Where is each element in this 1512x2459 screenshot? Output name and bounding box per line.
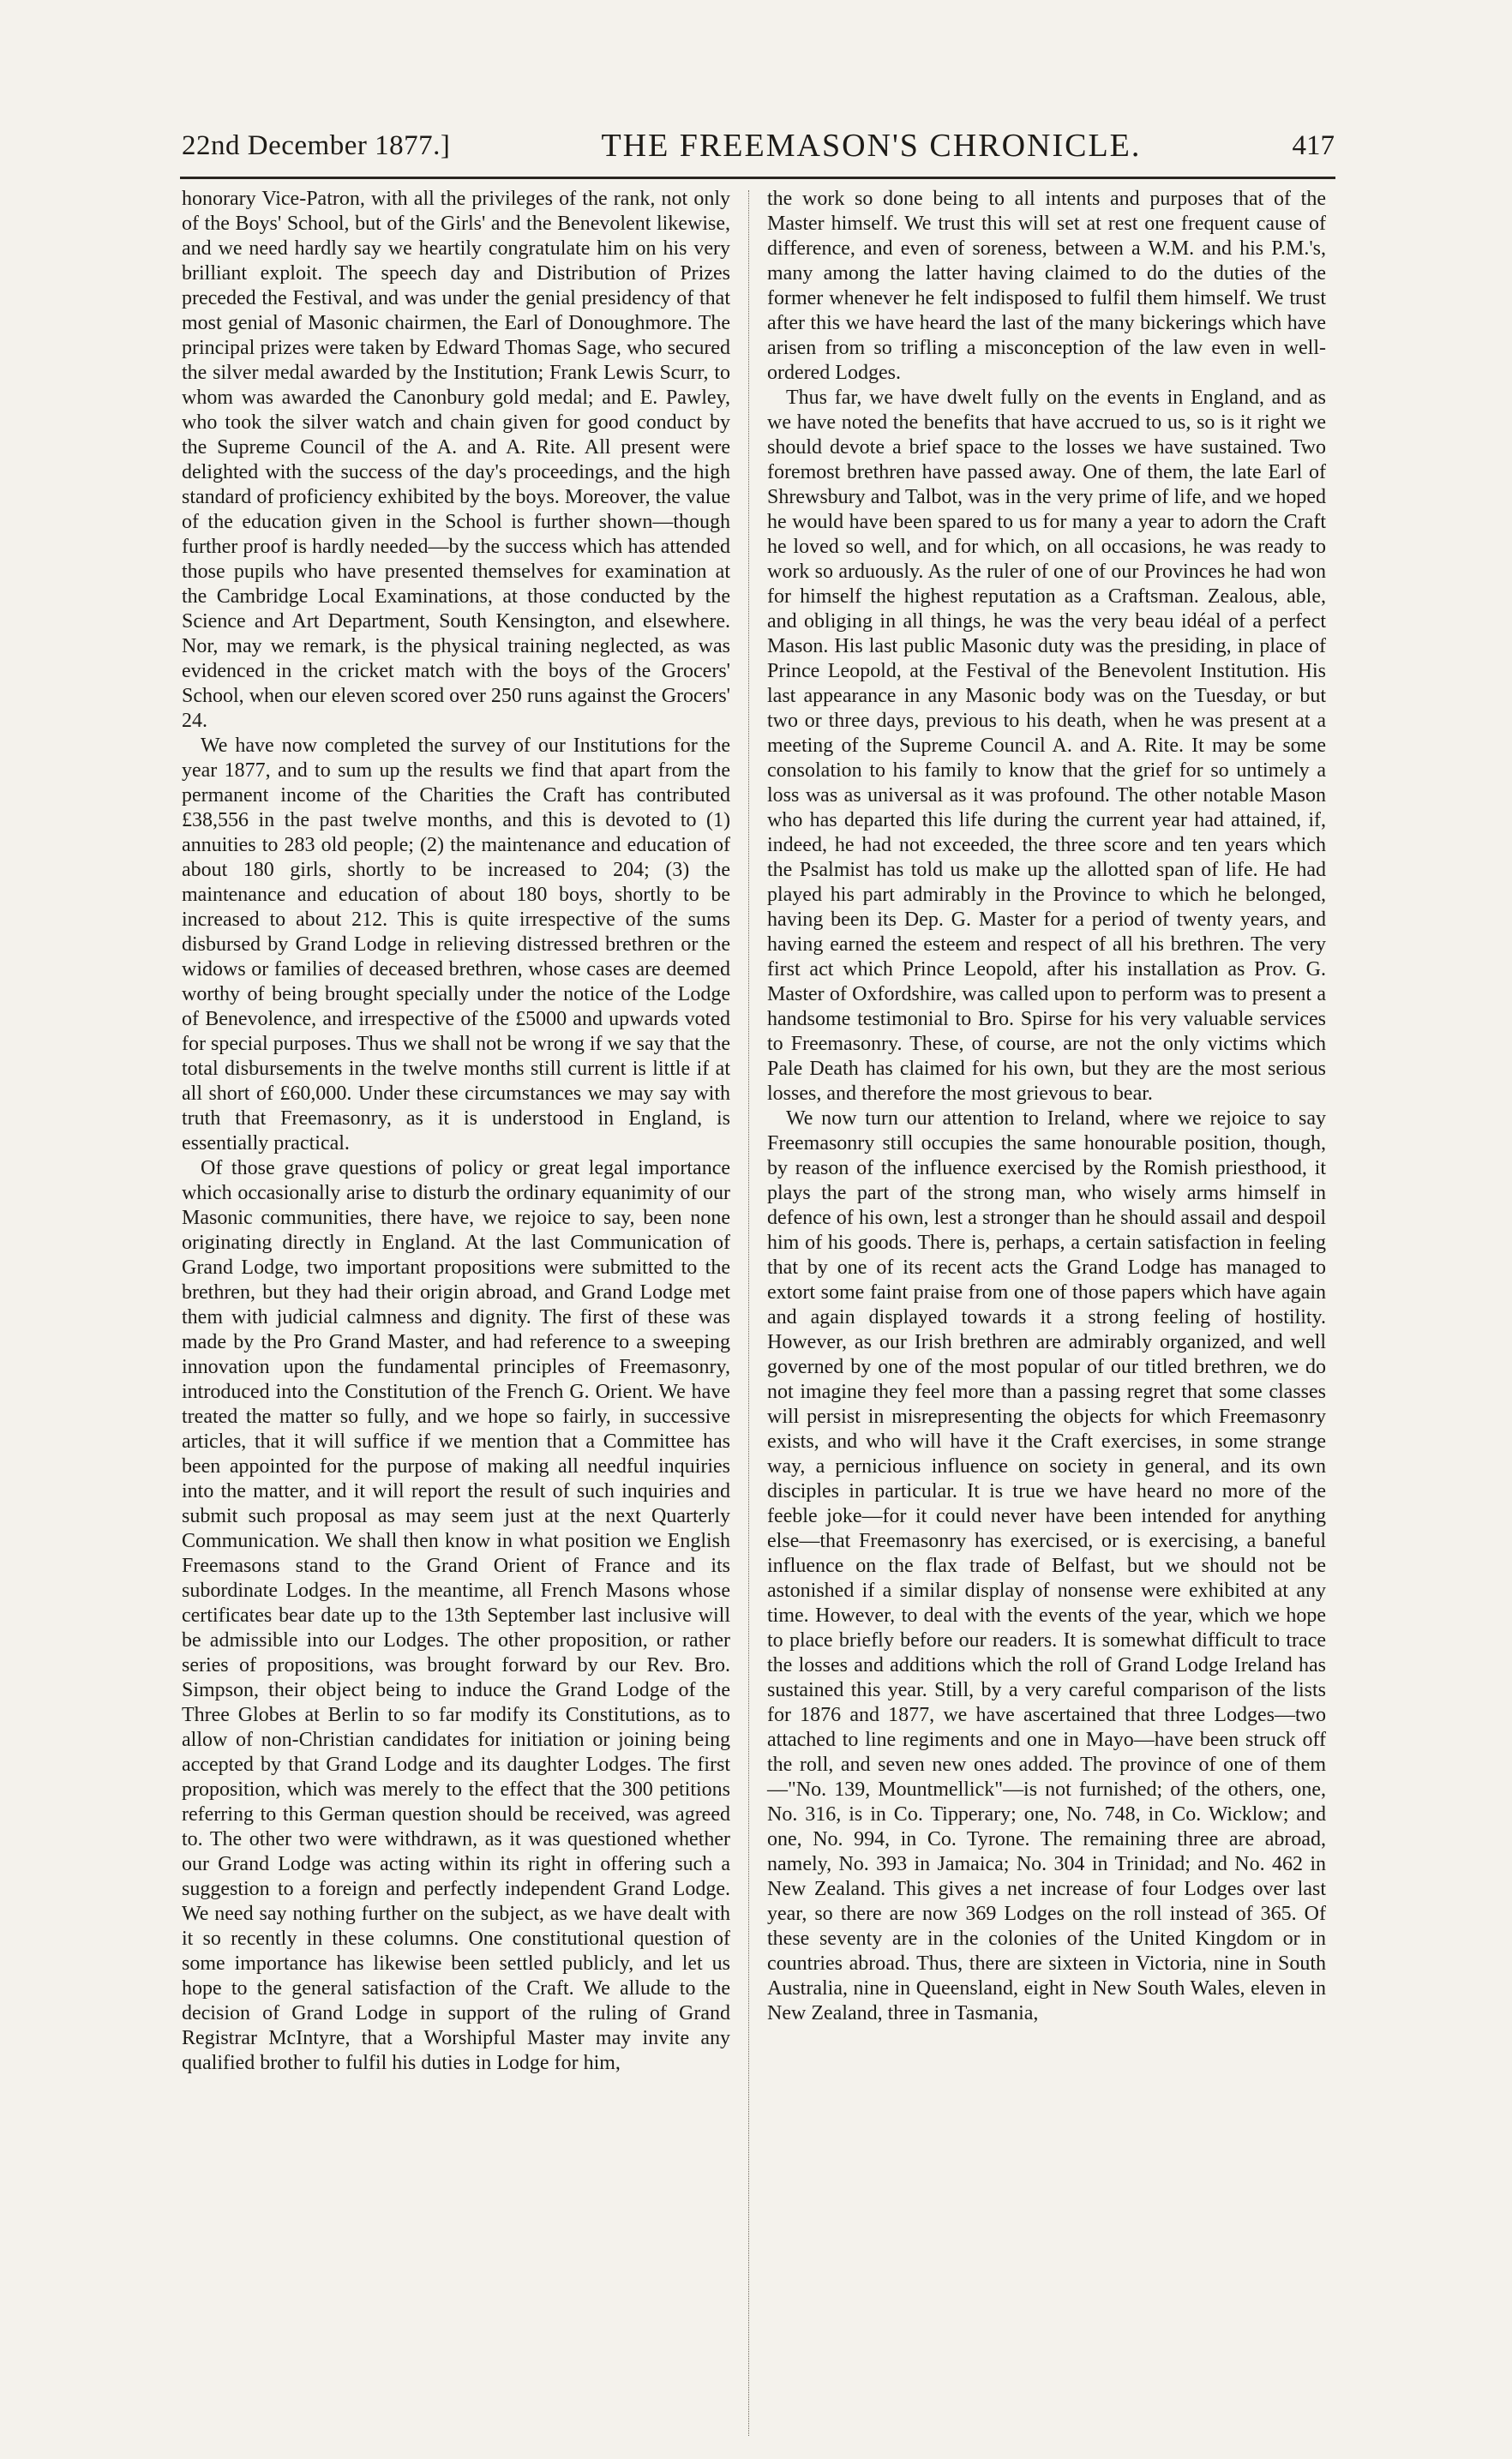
paragraph: Of those grave questions of policy or great legal importance which occasionally arise to disturb the ordinary equanimity of our Masonic communities, there have, we rejoice to say, been none originating directly in England. At the last Communication of Grand Lodge, two important propositions were submitted to the brethren, but they had their origin abroad, and Grand Lodge met them with judicial calmness and dignity. The first of these was made by the Pro Grand Master, and had reference to a sweeping innovation upon the fundamental principles of Freemasonry, introduced into the Constitution of the French G. Orient. We have treated the matter so fully, and we hope so fairly, in successive articles, that it will suffice if we mention that a Committee has been appointed for the purpose of making all needful inquiries into the matter, and it will report the result of such inquiries and submit such proposal as may seem just at the next Quarterly Communication. We shall then know in what position we English Freemasons stand to the Grand Orient of France and its subordinate Lodges. In the meantime, all French Masons whose certificates bear date up to the 13th September last inclusive will be admissible into our Lodges. The other proposition, or rather series of propositions, was brought forward by our Rev. Bro. Simpson, their object being to induce the Grand Lodge of the Three Globes at Berlin to so far modify its Constitutions, as to allow of non-Christian candidates for initiation or joining being accepted by that Grand Lodge and its daughter Lodges. The first proposition, which was merely to the effect that the 300 petitions referring to this German question should be received, was agreed to. The other two were withdrawn, as it was questioned whether our Grand Lodge was acting within its right in offering such a suggestion to a foreign and perfectly independent Grand Lodge. We need say nothing further on the subject, as we have dealt with it so recently in these columns. One constitutional question of some importance has likewise been settled publicly, and let us hope to the general satisfaction of the Craft. We allude to the decision of Grand Lodge in support of the ruling of Grand Registrar McIntyre, that a Worshipful Master may invite any qualified brother to fulfil his duties in Lodge for him, [182,1157,730,2074]
page-header [182,120,1335,171]
paragraph: We have now completed the survey of our Institutions for the year 1877, and to sum up the results we find that apart from the permanent income of the Charities the Craft has contributed £38,556 in the past twelve months, and this is devoted to (1) annuities to 283 old people; (2) the maintenance and education of about 180 girls, shortly to be increased to 204; (3) the maintenance and education of about 180 boys, shortly to be increased to about 212. This is quite irrespective of the sums disbursed by Grand Lodge in relieving distressed brethren or the widows or families of deceased brethren, whose cases are deemed worthy of being brought specially under the notice of the Lodge of Benevolence, and irrespective of the £5000 and upwards voted for special purposes. Thus we shall not be wrong if we say that the total disbursements in the twelve months still current is little if at all short of £60,000. Under these circumstances we may say with truth that Freemasonry, as it is understood in England, is essentially practical. [182,735,730,1155]
paragraph: Thus far, we have dwelt fully on the events in England, and as we have noted the benefits that have accrued to us, so is it right we should devote a brief space to the losses we have sustained. Two foremost brethren have passed away. One of them, the late Earl of Shrewsbury and Talbot, was in the very prime of life, and we hoped he would have been spared to us for many a year to adorn the Craft he loved so well, and for which, on all occasions, he was ready to work so arduously. As the ruler of one of our Provinces he had won for himself the highest reputation as a Craftsman. Zealous, able, and obliging in all things, he was the very beau idéal of a perfect Mason. His last public Masonic duty was the presiding, in place of Prince Leopold, at the Festival of the Benevolent Institution. His last appearance in any Masonic body was on the Tuesday, or but two or three days, previous to his death, when he was present at a meeting of the Supreme Council A. and A. Rite. It may be some consolation to his family to know that the grief for so untimely a loss was as universal as it was profound. The other notable Mason who has departed this life during the current year had attained, if, indeed, he had not exceeded, the three score and ten years which the Psalmist has told us make up the allotted span of life. He had played his part admirably in the Province to which he belonged, having been its Dep. G. Master for a period of twenty years, and having earned the esteem and respect of all his brethren. The very first act which Prince Leopold, after his installation as Prov. G. Master of Oxfordshire, was called upon to perform was to present a handsome testimonial to Bro. Spirse for his very valuable services to Freemasonry. These, of course, are not the only victims which Pale Death has claimed for his own, but they are the most serious losses, and therefore the most grievous to bear. [767,387,1326,1105]
publication-title: THE FREEMASON'S CHRONICLE. [601,128,1142,164]
paragraph: We now turn our attention to Ireland, where we rejoice to say Freemasonry still occupies the same honourable position, though, by reason of the influence exercised by the Romish priesthood, it plays the part of the strong man, who wisely arms himself in defence of his own, lest a stronger than he should assail and despoil him of his goods. There is, perhaps, a certain satisfaction in feeling that by one of its recent acts the Grand Lodge has managed to extort some faint praise from one of those papers which have again and again displayed towards it a strong feeling of hostility. However, as our Irish brethren are admirably organized, and well governed by one of the most popular of our titled brethren, we do not imagine they feel more than a passing regret that some classes will persist in misrepresenting the objects for which Freemasonry exists, and who will have it the Craft exercises, in some strange way, a pernicious influence on society in general, and its own disciples in particular. It is true we have heard no more of the feeble joke—for it could never have been intended for anything else—that Freemasonry has exercised, or is exercising, a baneful influence on the flax trade of Belfast, but we should not be astonished if a similar display of nonsense were exhibited at any time. However, to deal with the events of the year, which we hope to place briefly before our readers. It is somewhat difficult to trace the losses and additions which the roll of Grand Lodge Ireland has sustained this year. Still, by a very careful comparison of the lists for 1876 and 1877, we have ascertained that three Lodges—two attached to line regiments and one in Mayo—have been struck off the roll, and seven new ones added. The province of one of them—"No. 139, Mountmellick"—is not furnished; of the others, one, No. 316, is in Co. Tipperary; one, No. 748, in Co. Wicklow; and one, No. 994, in Co. Tyrone. The remaining three are abroad, namely, No. 393 in Jamaica; No. 304 in Trinidad; and No. 462 in New Zealand. This gives a net increase of four Lodges over last year, so there are now 369 Lodges on the roll instead of 365. Of these seventy are in the colonies of the United Kingdom or in countries abroad. Thus, there are sixteen in Victoria, nine in South Australia, nine in Queensland, eight in New South Wales, eleven in New Zealand, three in Tasmania, [767,1107,1326,2024]
page-number: 417 [1292,129,1335,161]
paragraph: the work so done being to all intents and purposes that of the Master himself. We trust this will set at rest one frequent cause of difference, and even of soreness, between a W.M. and his P.M.'s, many among the latter having claimed to do the duties of the former whenever he felt indisposed to fulfil them himself. We trust after this we have heard the last of the many bickerings which have arisen from so trifling a misconception of the law even in well-ordered Lodges. [767,188,1326,384]
left-column [182,187,730,2076]
right-column [767,187,1326,2026]
column-divider [748,190,749,2436]
header-rule [180,177,1335,179]
issue-date: 22nd December 1877.] [182,129,451,161]
paragraph: honorary Vice-Patron, with all the privileges of the rank, not only of the Boys' School, but of the Girls' and the Benevolent likewise, and we need hardly say we heartily congratulate him on his very brilliant exploit. The speech day and Distribution of Prizes preceded the Festival, and was under the genial presidency of that most genial of Masonic chairmen, the Earl of Donoughmore. The principal prizes were taken by Edward Thomas Sage, who secured the silver medal awarded by the Institution; Frank Lewis Scurr, to whom was awarded the Canonbury gold medal; and E. Pawley, who took the silver watch and chain given for good conduct by the Supreme Council of the A. and A. Rite. All present were delighted with the success of the day's proceedings, and the high standard of proficiency exhibited by the boys. Moreover, the value of the education given in the School is further shown—though further proof is hardly needed—by the success which has attended those pupils who have presented themselves for examination at the Cambridge Local Examinations, at those conducted by the Science and Art Department, South Kensington, and elsewhere. Nor, may we remark, is the physical training neglected, as was evidenced in the cricket match with the boys of the Grocers' School, when our eleven scored over 250 runs against the Grocers' 24. [182,188,730,732]
